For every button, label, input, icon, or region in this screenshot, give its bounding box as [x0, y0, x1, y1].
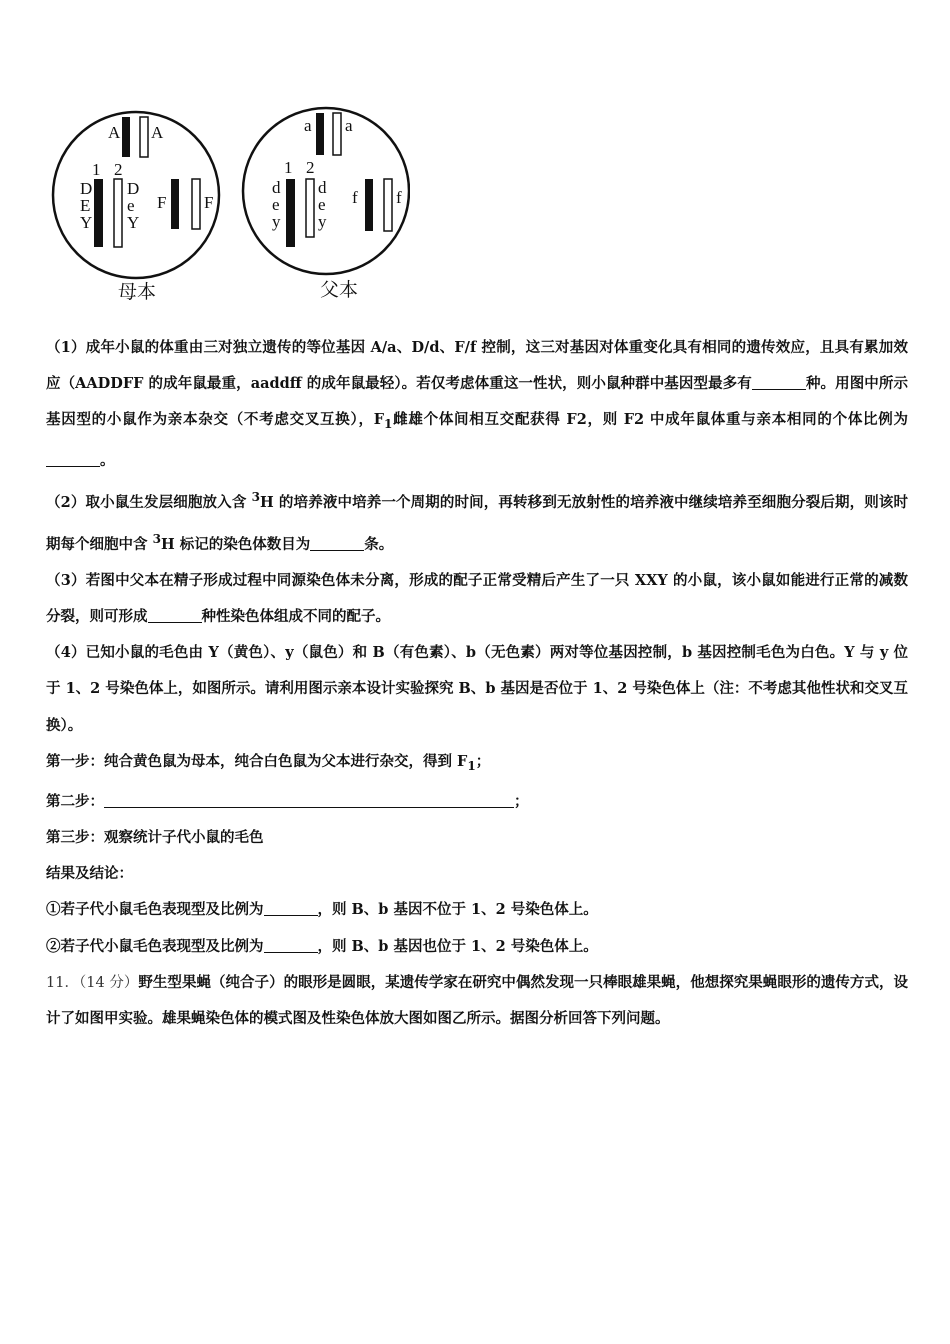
father-chrom-number-2: 2	[306, 158, 315, 177]
mother-chrom1-gene-2: E	[80, 196, 91, 215]
q4-step-2	[46, 784, 908, 820]
q4-step2-end: ；	[514, 792, 529, 810]
q4-step1-end: ；	[475, 752, 491, 770]
chromosome-diagram	[50, 95, 410, 310]
mother-gene-a1: A	[108, 123, 121, 142]
mother-chromosome-a-dark	[122, 117, 130, 157]
mother-chrom-number-2: 2	[114, 160, 123, 179]
q4-step2-answer-blank[interactable]	[104, 792, 514, 808]
father-chrom1-gene-3: y	[272, 212, 281, 231]
q1-text-3: 雌雄个体间相互交配获得 F2，则 F2 中成年鼠体重与亲本相同的个体比例为	[392, 411, 908, 429]
mother-chrom2-gene-1: D	[127, 179, 140, 198]
q4-step1-text: 第一步：纯合黄色鼠为母本，纯合白色鼠为父本进行杂交，得到 F	[46, 752, 468, 770]
q4-result-2	[46, 929, 908, 965]
q2-text-4: 条。	[364, 535, 394, 553]
mother-chrom2-gene-2: e	[127, 196, 135, 215]
q4-results-title: 结果及结论：	[46, 865, 133, 883]
father-chrom1-gene-1: d	[272, 178, 281, 197]
q4-result2-text-2: ，则 B、b 基因也位于 1、2 号染色体上。	[317, 937, 598, 955]
question-11-text: 野生型果蝇（纯合子）的眼形是圆眼，某遗传学家在研究中偶然发现一只棒眼雄果蝇，他想探究果蝇眼形的遗传方式，设计了如图甲实验。雄果蝇染色体的模式图及性染色体放大图如图乙所示。据图分析回答下列问题。	[46, 973, 908, 1028]
question-1	[46, 330, 908, 479]
father-chrom-number-1: 1	[284, 158, 293, 177]
q1-text-1: （1）成年小鼠的体重由三对独立遗传的等位基因 A/a、D/d、F/f 控制，这三对基因对体重变化具有相同的遗传效应，且具有累加效应（AADDFF 的成年鼠最重，aaddff 的成年鼠最轻）。若仅考虑体重这一性状，则小鼠种群中基因型最多有	[46, 339, 908, 393]
chromosome-figure	[50, 95, 410, 310]
q3-text-1: （3）若图中父本在精子形成过程中同源染色体未分离，形成的配子正常受精后产生了一只 XXY 的小鼠，该小鼠如能进行正常的减数分裂，则可形成	[46, 571, 908, 625]
question-2	[46, 479, 908, 563]
father-chromosome-f-dark	[365, 179, 373, 231]
q4-result1-text-2: ，则 B、b 基因不位于 1、2 号染色体上。	[317, 901, 598, 919]
father-gene-a2: a	[345, 116, 353, 135]
q2-superscript-2: 3	[152, 531, 161, 546]
q4-result1-answer-blank[interactable]	[264, 900, 318, 916]
q4-step-3: 第三步：观察统计子代小鼠的毛色	[46, 829, 264, 847]
father-chromosome-a-light	[333, 113, 341, 155]
q4-step-1	[46, 744, 908, 784]
father-chrom1-gene-2: e	[272, 195, 280, 214]
mother-cell	[53, 112, 219, 303]
mother-chromosome-2	[114, 179, 122, 247]
mother-chrom2-gene-3: Y	[127, 213, 140, 232]
father-chromosome-1	[286, 179, 295, 247]
q2-superscript-1: 3	[251, 489, 261, 504]
q2-answer-blank[interactable]	[310, 534, 364, 550]
q1-answer-blank-1[interactable]	[752, 374, 806, 390]
father-cell	[243, 108, 409, 301]
mother-chromosome-a-light	[140, 117, 148, 157]
q4-step2-text: 第二步：	[46, 792, 104, 810]
q4-result2-answer-blank[interactable]	[264, 936, 318, 952]
q4-result-1	[46, 892, 908, 928]
q2-text-1: （2）取小鼠生发层细胞放入含	[46, 493, 252, 511]
q1-text-4: 。	[100, 451, 115, 469]
q4-result2-text-1: ②若子代小鼠毛色表现型及比例为	[46, 937, 264, 955]
father-chromosome-a-dark	[316, 113, 324, 155]
q3-answer-blank[interactable]	[148, 607, 202, 623]
father-caption: 父本	[320, 279, 359, 301]
q4-result1-text-1: ①若子代小鼠毛色表现型及比例为	[46, 901, 264, 919]
q1-answer-blank-2[interactable]	[46, 450, 100, 466]
mother-caption: 母本	[118, 281, 157, 303]
question-4-intro: （4）已知小鼠的毛色由 Y（黄色）、y（鼠色）和 B（有色素）、b（无色素）两对等位基因控制，b 基因控制毛色为白色。Y 与 y 位于 1、2 号染色体上，如图所示。请利用图示亲本设计实验探究 B、b 基因是否位于 1、2 号染色体上（注：不考虑其他性状和交叉互换）。	[46, 644, 908, 734]
father-gene-f1: f	[352, 188, 358, 207]
mother-gene-f1: F	[157, 193, 167, 212]
father-chromosome-2	[306, 179, 314, 237]
q4-step1-subscript: 1	[467, 758, 476, 773]
question-3	[46, 563, 908, 635]
q3-text-2: 种性染色体组成不同的配子。	[201, 607, 390, 625]
mother-chrom1-gene-3: Y	[80, 213, 93, 232]
mother-gene-f2: F	[204, 193, 214, 212]
mother-chromosome-1	[94, 179, 103, 247]
question-11-number: 11．（14 分）	[46, 974, 139, 991]
mother-chrom1-gene-1: D	[80, 179, 93, 198]
father-gene-a1: a	[304, 116, 312, 135]
q1-subscript: 1	[384, 417, 393, 432]
question-content	[46, 330, 908, 1037]
mother-chromosome-f-light	[192, 179, 200, 229]
father-gene-f2: f	[396, 188, 402, 207]
mother-chrom-number-1: 1	[92, 160, 101, 179]
q2-text-2: H 的培养液中培养一个周期的时间，再转移到无放射性的培养液中继续培养至细胞分裂后期，则该时期每个细胞中含	[46, 493, 909, 553]
mother-chromosome-f-dark	[171, 179, 179, 229]
q1-text-2: 种。用图中所示基因型的小鼠作为亲本杂交（不考虑交叉互换），F	[46, 375, 908, 429]
father-chrom2-gene-2: e	[318, 195, 326, 214]
father-chromosome-f-light	[384, 179, 392, 231]
father-chrom2-gene-3: y	[318, 212, 327, 231]
mother-gene-a2: A	[151, 123, 164, 142]
q2-text-3: H 标记的染色体数目为	[160, 535, 311, 553]
father-chrom2-gene-1: d	[318, 178, 327, 197]
question-11	[46, 965, 908, 1037]
